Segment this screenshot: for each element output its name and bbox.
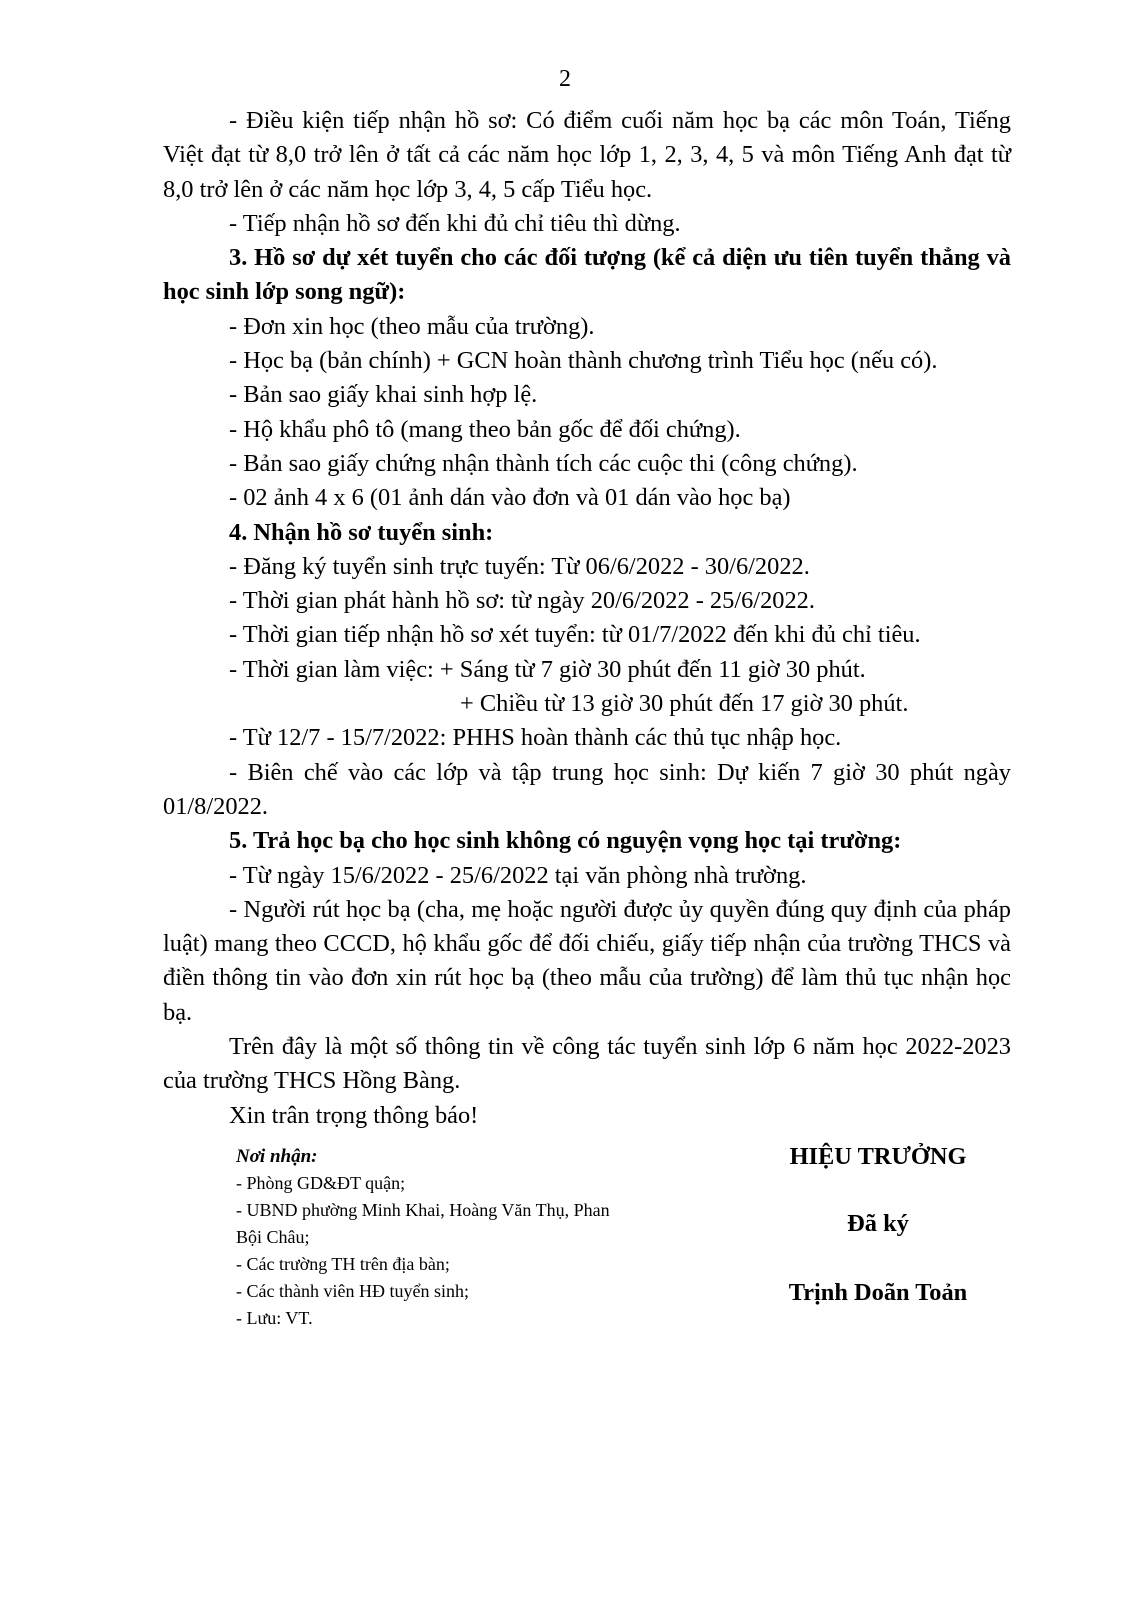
list-item: - Học bạ (bản chính) + GCN hoàn thành chương trình Tiểu học (nếu có). (229, 347, 938, 375)
list-item: - Bản sao giấy chứng nhận thành tích các cuộc thi (công chứng). (229, 449, 858, 477)
closing-paragraph: Trên đây là một số thông tin về công tác tuyển sinh lớp 6 năm học 2022-2023 của trường THCS Hồng Bàng. (163, 1033, 1011, 1095)
recipient-item: - Các trường TH trên địa bàn; (236, 1254, 450, 1274)
working-hours-afternoon: + Chiều từ 13 giờ 30 phút đến 17 giờ 30 phút. (460, 690, 909, 718)
page-number: 2 (559, 66, 571, 92)
paragraph-admission-condition: - Điều kiện tiếp nhận hồ sơ: Có điểm cuối năm học bạ các môn Toán, Tiếng Việt đạt từ 8,0 trở lên ở tất cả các năm học lớp 1, 2, 3, 4, 5 và môn Tiếng Anh đạt từ 8,0 trở lên ở các năm học lớp 3, 4, 5 cấp Tiểu học. (163, 107, 1011, 203)
list-item: - Đăng ký tuyển sinh trực tuyến: Từ 06/6/2022 - 30/6/2022. (229, 552, 810, 580)
section-heading-5: 5. Trả học bạ cho học sinh không có nguyện vọng học tại trường: (229, 827, 902, 855)
closing-greeting: Xin trân trọng thông báo! (229, 1101, 479, 1129)
list-item: - Đơn xin học (theo mẫu của trường). (229, 312, 595, 340)
signer-position: HIỆU TRƯỞNG (789, 1143, 967, 1170)
list-item-working-hours: - Thời gian làm việc: + Sáng từ 7 giờ 30 phút đến 11 giờ 30 phút. (229, 655, 866, 683)
list-item: - Từ ngày 15/6/2022 - 25/6/2022 tại văn phòng nhà trường. (229, 861, 807, 889)
section-heading-4: 4. Nhận hồ sơ tuyển sinh: (229, 518, 494, 546)
recipient-item: - Các thành viên HĐ tuyển sinh; (236, 1281, 469, 1301)
list-item: - Hộ khẩu phô tô (mang theo bản gốc để đối chứng). (229, 415, 741, 443)
recipient-item: - Phòng GD&ĐT quận; (236, 1173, 406, 1193)
paragraph-quota-stop: - Tiếp nhận hồ sơ đến khi đủ chỉ tiêu thì dừng. (229, 209, 681, 237)
list-item: - Bản sao giấy khai sinh hợp lệ. (229, 381, 538, 409)
list-item: - Biên chế vào các lớp và tập trung học sinh: Dự kiến 7 giờ 30 phút ngày 01/8/2022. (163, 758, 1011, 820)
list-item: - Từ 12/7 - 15/7/2022: PHHS hoàn thành các thủ tục nhập học. (229, 724, 842, 752)
recipients-block (236, 1143, 656, 1332)
recipient-item: - Lưu: VT. (236, 1308, 313, 1328)
list-item: - Thời gian tiếp nhận hồ sơ xét tuyển: từ 01/7/2022 đến khi đủ chỉ tiêu. (229, 621, 921, 649)
recipient-item: - UBND phường Minh Khai, Hoàng Văn Thụ, Phan Bội Châu; (236, 1200, 610, 1247)
section-heading-3: 3. Hồ sơ dự xét tuyển cho các đối tượng (kể cả diện ưu tiên tuyển thẳng và học sinh lớp song ngữ): (163, 244, 1011, 306)
list-item: - Người rút học bạ (cha, mẹ hoặc người được ủy quyền đúng quy định của pháp luật) mang theo CCCD, hộ khẩu gốc để đối chiếu, giấy tiếp nhận của trường THCS và điền thông tin vào đơn xin rút học bạ (theo mẫu của trường) để làm thủ tục nhận học bạ. (163, 895, 1011, 1026)
list-item: - 02 ảnh 4 x 6 (01 ảnh dán vào đơn và 01 dán vào học bạ) (229, 484, 791, 512)
list-item: - Thời gian phát hành hồ sơ: từ ngày 20/6/2022 - 25/6/2022. (229, 587, 815, 615)
signature-status: Đã ký (847, 1210, 909, 1237)
document-footer (0, 1143, 1130, 1363)
recipients-title: Nơi nhận: (236, 1146, 318, 1167)
document-body (163, 104, 1011, 1133)
signer-name: Trịnh Doãn Toản (788, 1279, 968, 1306)
